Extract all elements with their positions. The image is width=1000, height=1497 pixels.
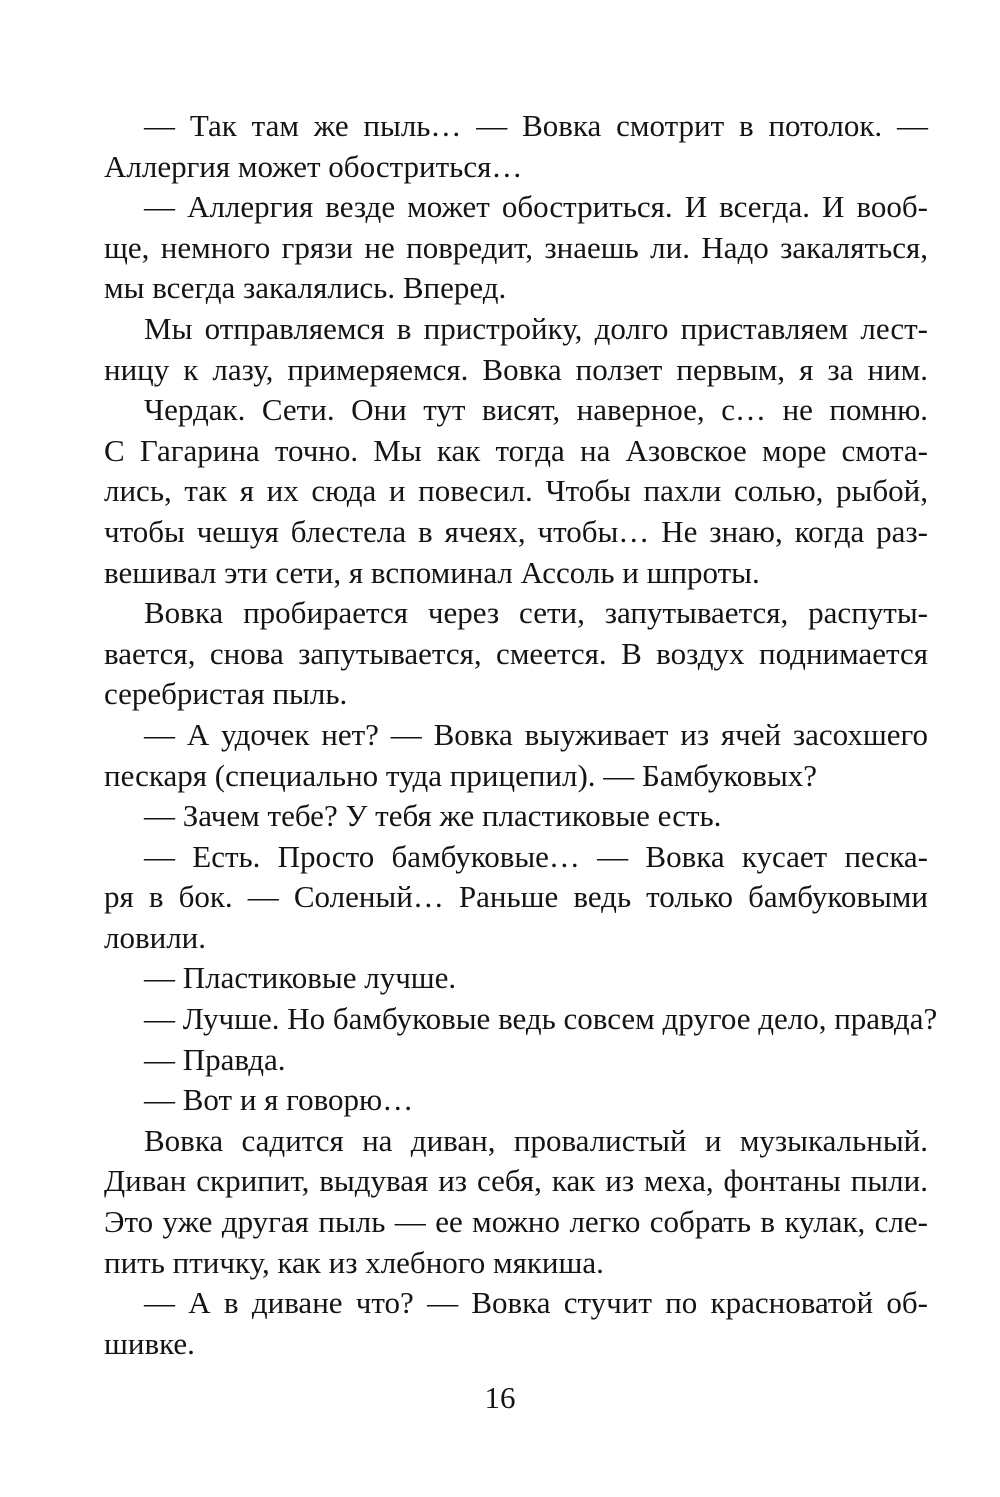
text-line: Диван скрипит, выдувая из себя, как из меха, фонтаны пыли. [104, 1163, 928, 1199]
text-line: — Лучше. Но бамбуковые ведь совсем другое дело, правда? [144, 1001, 938, 1037]
text-line: пить птичку, как из хлебного мякиша. [104, 1244, 604, 1280]
text-line: чтобы чешуя блестела в ячеях, чтобы… Не знаю, когда раз- [104, 513, 928, 549]
text-line: вешивал эти сети, я вспоминал Ассоль и шпроты. [104, 554, 760, 590]
text-line: пескаря (специально туда прицепил). — Бамбуковых? [104, 757, 818, 793]
text-line: Вовка садится на диван, провалистый и музыкальный. [144, 1122, 928, 1158]
text-line: — А удочек нет? — Вовка выуживает из ячей засохшего [144, 716, 928, 752]
text-line: ницу к лазу, примеряемся. Вовка ползет первым, я за ним. [104, 351, 928, 387]
text-line: — Зачем тебе? У тебя же пластиковые есть. [144, 798, 722, 834]
text-line: — Пластиковые лучше. [144, 960, 457, 996]
text-line: ще, немного грязи не повредит, знаешь ли. Надо закаляться, [104, 229, 928, 265]
text-line: — Вот и я говорю… [144, 1082, 414, 1118]
text-line: — А в диване что? — Вовка стучит по красноватой об- [144, 1285, 928, 1321]
text-line: ловили. [104, 919, 207, 955]
text-line: — Так там же пыль… — Вовка смотрит в потолок. — [144, 108, 928, 143]
text-line: Аллергия может обостриться… [104, 148, 523, 184]
text-line: — Аллергия везде может обостриться. И всегда. И вооб- [144, 189, 928, 225]
text-line: Чердак. Сети. Они тут висят, наверное, с… не помню. [144, 392, 928, 428]
page-number: 16 [484, 1380, 516, 1415]
text-line: Это уже другая пыль — ее можно легко собрать в кулак, сле- [104, 1204, 928, 1240]
text-line: Вовка пробирается через сети, запутывается, распуты- [144, 595, 928, 631]
text-line: мы всегда закалялись. Вперед. [104, 270, 507, 306]
text-line: С Гагарина точно. Мы как тогда на Азовское море смота- [104, 432, 928, 468]
text-line: вается, снова запутывается, смеется. В воздух поднимается [104, 635, 928, 671]
text-line: лись, так я их сюда и повесил. Чтобы пахли солью, рыбой, [104, 473, 928, 509]
text-line: ря в бок. — Соленый… Раньше ведь только бамбуковыми [104, 879, 928, 915]
text-line: — Есть. Просто бамбуковые… — Вовка кусает песка- [144, 838, 928, 874]
text-line: — Правда. [144, 1041, 286, 1077]
text-line: шивке. [104, 1325, 195, 1361]
text-line: серебристая пыль. [104, 676, 348, 712]
page-body-text [104, 106, 938, 1364]
text-line: Мы отправляемся в пристройку, долго приставляем лест- [144, 310, 928, 346]
